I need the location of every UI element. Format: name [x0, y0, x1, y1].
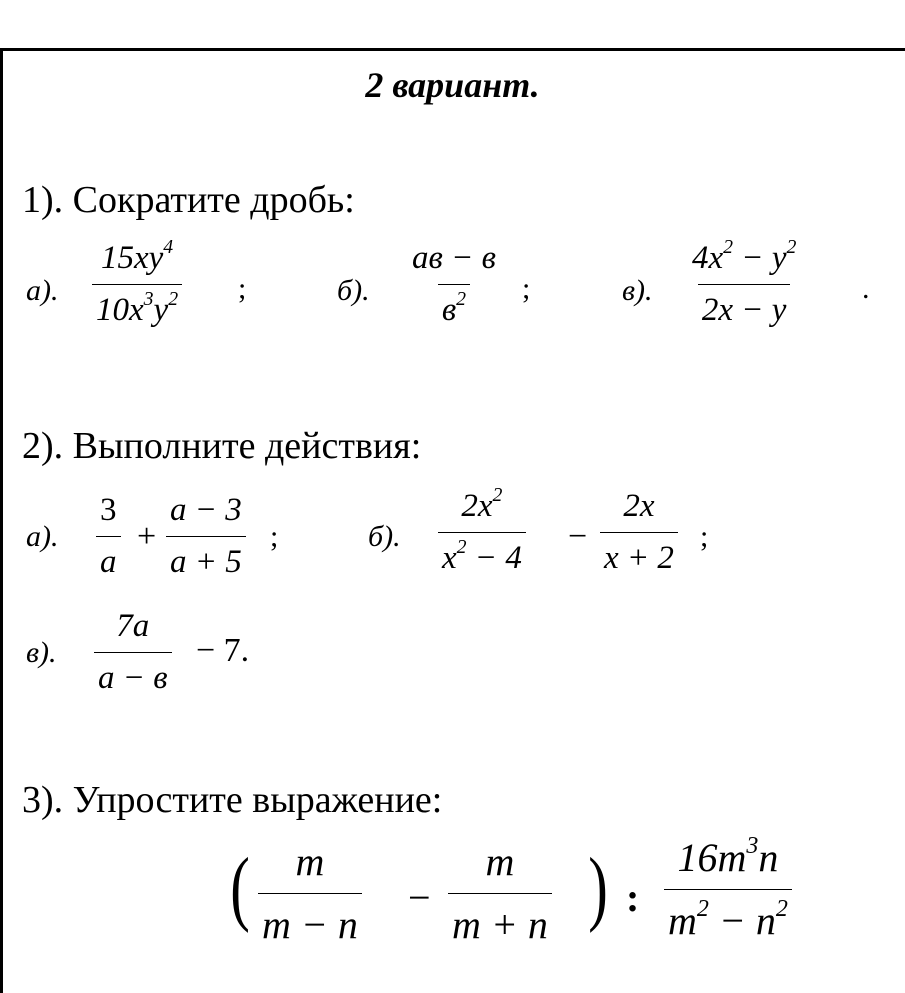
task2-b-label: б). — [368, 520, 401, 553]
task1-c-fraction: $\frac{4x^2 - y^2}{2x - y}$ — [692, 236, 797, 328]
task2-a-label: а). — [26, 520, 59, 553]
task3-fraction-1: $\frac{m}{m - n}$ — [258, 842, 362, 945]
task1-heading: 1). Сократите дробь: — [22, 179, 355, 221]
task2-b-fraction-2: $\frac{2x}{x + 2}$ — [600, 490, 678, 575]
task2-b-minus: − — [568, 518, 588, 555]
task1-b-fraction: ав − в $в^2$ — [412, 240, 496, 328]
task3-minus: − — [408, 875, 431, 920]
task2-c-label: в). — [26, 636, 57, 669]
task3-fraction-2: $\frac{m}{m + n}$ — [448, 842, 552, 945]
variant-title: 2 вариант. — [365, 65, 540, 105]
task2-a-plus: + — [137, 518, 157, 555]
task3-heading: 3). Упростите выражение: — [22, 779, 443, 821]
task1-b-label: б). — [337, 274, 370, 307]
task2-a-semicolon: ; — [270, 520, 279, 553]
task2-a-fraction-1: $\frac{3}{a}$ — [96, 494, 121, 579]
task3-close-paren: ) — [588, 841, 608, 934]
task1-a-semicolon: ; — [238, 272, 247, 305]
task1-a-fraction: $\frac{15xy^4}{10x^3y^2}$ — [92, 242, 182, 327]
task1-b-semicolon: ; — [522, 272, 531, 305]
task2-c-tail: − 7. — [196, 632, 250, 669]
task1-a-label: а). — [26, 274, 59, 307]
task2-c-fraction: 7a a − в — [94, 610, 172, 695]
task2-a-fraction-2: $\frac{a - 3}{a + 5}$ — [166, 494, 246, 579]
task3-fraction-3: $\frac{16m^3n}{m^2 - n^2}$ — [664, 838, 792, 941]
task1-c-period: . — [862, 272, 870, 305]
task2-b-semicolon: ; — [700, 520, 709, 553]
task2-heading: 2). Выполните действия: — [22, 425, 422, 467]
task3-open-paren: ( — [230, 841, 250, 934]
task3-division-colon: : — [626, 875, 640, 920]
task2-b-fraction-1: $\frac{2x^2}{x^2 - 4}$ — [438, 490, 526, 575]
task1-c-label: в). — [622, 274, 653, 307]
